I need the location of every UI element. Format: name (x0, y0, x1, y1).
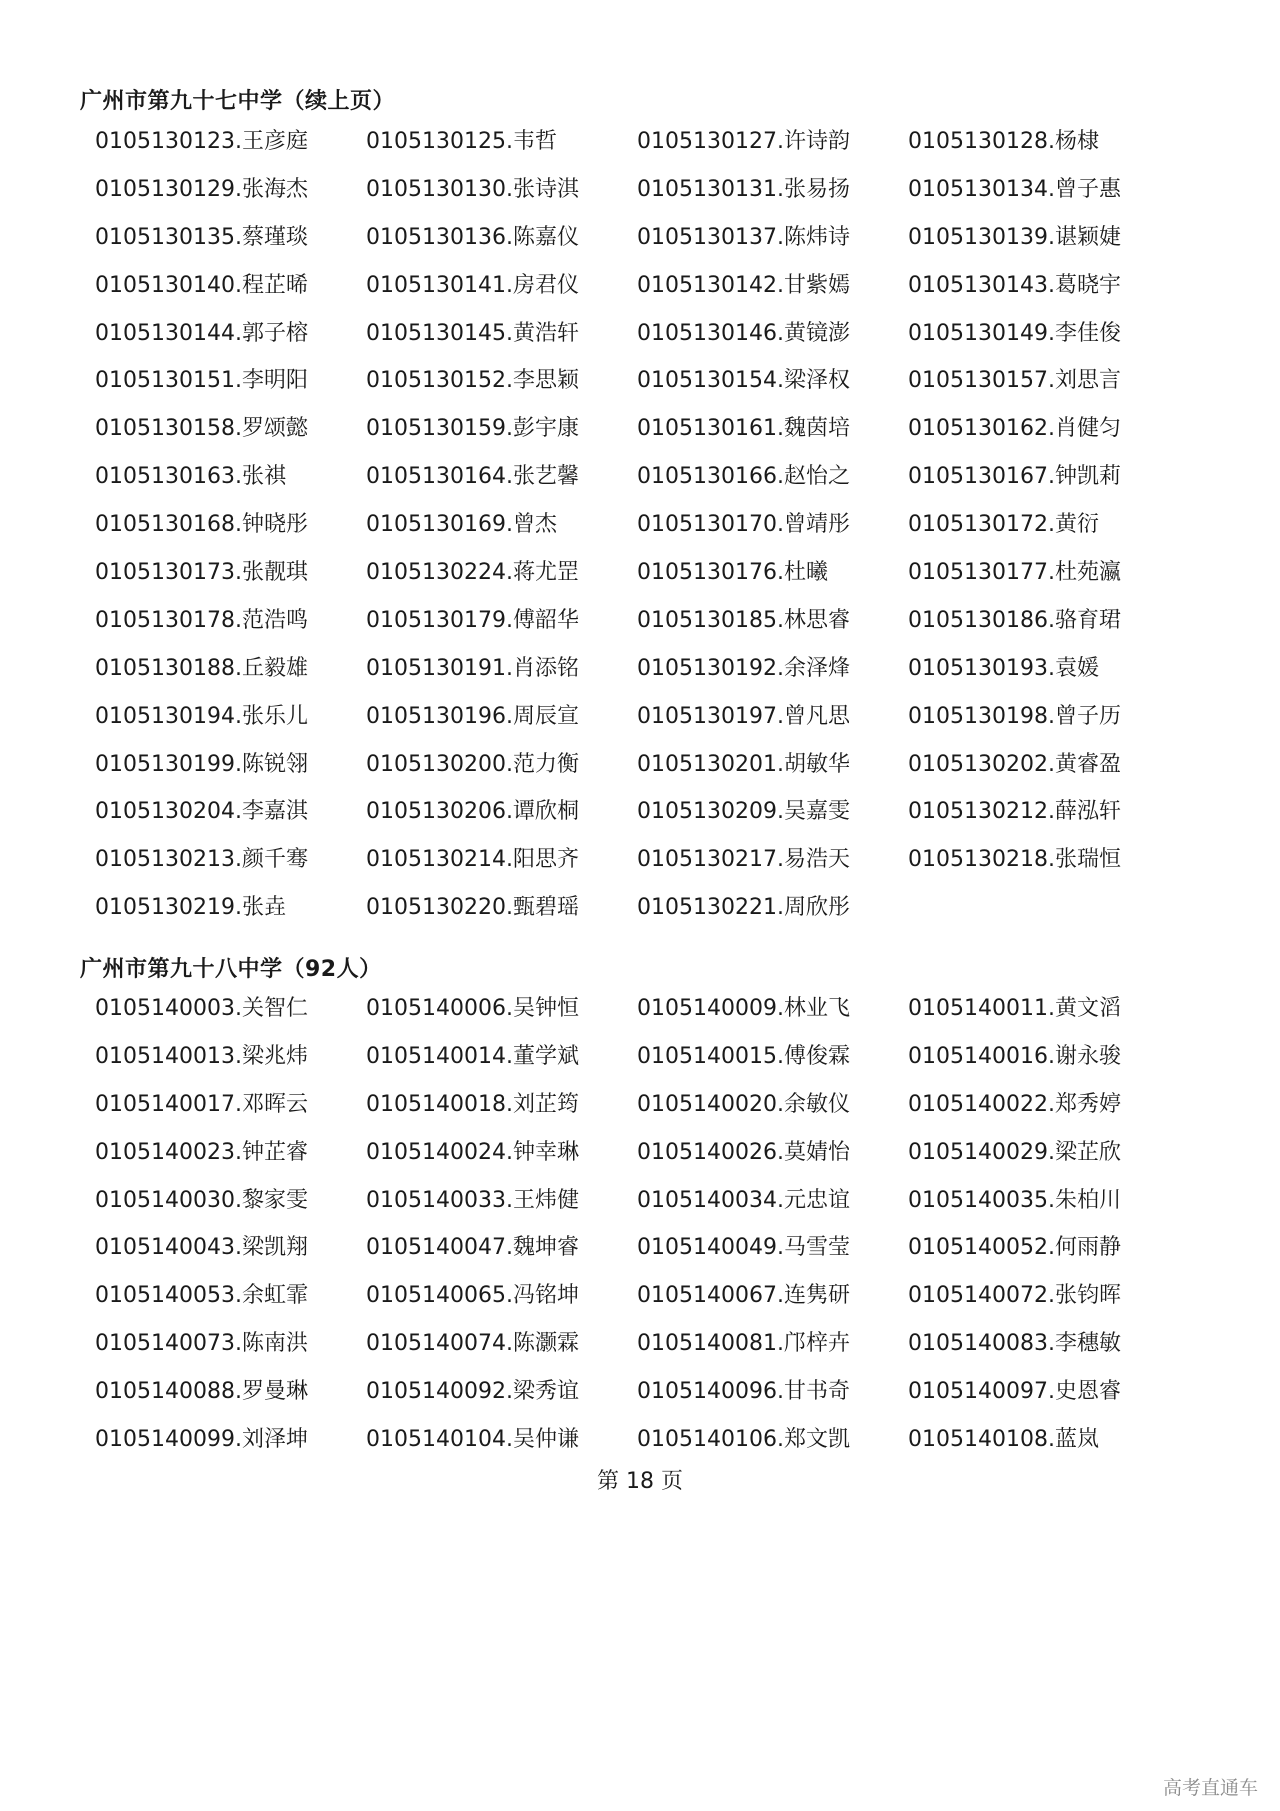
student-entry: 0105140029.梁芷欣 (908, 1139, 1121, 1165)
student-entry: 0105130154.梁泽权 (637, 368, 850, 394)
page-number: 第 18 页 (597, 1469, 683, 1494)
student-entry: 0105130151.李明阳 (95, 368, 308, 394)
student-entry: 0105140022.郑秀婷 (908, 1091, 1121, 1117)
student-entry: 0105130198.曾子历 (908, 703, 1121, 729)
student-entry: 0105140035.朱柏川 (908, 1187, 1121, 1213)
student-entry: 0105130199.陈锐翎 (95, 751, 308, 777)
student-entry: 0105130168.钟晓彤 (95, 512, 308, 538)
student-entry: 0105130134.曾子惠 (908, 176, 1121, 202)
section-title-school-97: 广州市第九十七中学（续上页） (80, 89, 396, 114)
student-entry: 0105140072.张钧晖 (908, 1283, 1121, 1309)
student-entry: 0105130127.许诗韵 (637, 129, 850, 154)
student-entry: 0105140073.陈南洪 (95, 1331, 308, 1357)
student-entry: 0105130197.曾凡思 (637, 703, 850, 729)
student-entry: 0105130169.曾杰 (366, 512, 557, 538)
student-entry: 0105130142.甘紫嫣 (637, 272, 850, 298)
student-entry: 0105130196.周辰宣 (366, 703, 579, 729)
student-entry: 0105140016.谢永骏 (908, 1043, 1121, 1069)
student-entry: 0105130131.张易扬 (637, 176, 850, 202)
student-entry: 0105140067.连隽研 (637, 1283, 850, 1309)
student-entry: 0105140108.蓝岚 (908, 1427, 1099, 1453)
student-entry: 0105140052.何雨静 (908, 1235, 1121, 1261)
student-entry: 0105130206.谭欣桐 (366, 799, 579, 825)
student-entry: 0105130164.张艺馨 (366, 464, 579, 490)
student-entry: 0105140011.黄文滔 (908, 996, 1121, 1021)
student-entry: 0105130136.陈嘉仪 (366, 224, 579, 250)
student-entry: 0105140030.黎家雯 (95, 1187, 308, 1213)
student-entry: 0105130170.曾靖彤 (637, 512, 850, 538)
student-entry: 0105130217.易浩天 (637, 847, 850, 873)
student-entry: 0105140033.王炜健 (366, 1187, 579, 1213)
student-entry: 0105140023.钟芷睿 (95, 1139, 308, 1165)
student-entry: 0105130186.骆育珺 (908, 607, 1121, 633)
student-entry: 0105140092.梁秀谊 (366, 1379, 579, 1405)
student-entry: 0105140034.元忠谊 (637, 1187, 850, 1213)
student-entry: 0105130140.程芷晞 (95, 272, 308, 298)
student-entry: 0105130159.彭宇康 (366, 416, 579, 442)
student-entry: 0105130191.肖添铭 (366, 655, 579, 681)
student-entry: 0105130200.范力衡 (366, 751, 579, 777)
student-entry: 0105130158.罗颂懿 (95, 416, 308, 442)
student-entry: 0105130209.吴嘉雯 (637, 799, 850, 825)
student-entry: 0105130130.张诗淇 (366, 176, 579, 202)
student-entry: 0105130212.薛泓轩 (908, 799, 1121, 825)
student-entry: 0105130128.杨棣 (908, 129, 1099, 154)
student-entry: 0105130194.张乐儿 (95, 703, 308, 729)
student-entry: 0105130166.赵怡之 (637, 464, 850, 490)
student-entry: 0105130219.张垚 (95, 895, 286, 921)
watermark: 高考直通车 (1162, 1777, 1258, 1799)
student-entry: 0105130162.肖健匀 (908, 416, 1121, 442)
student-entry: 0105140097.史恩睿 (908, 1379, 1121, 1405)
student-entry: 0105140104.吴仲谦 (366, 1427, 579, 1453)
student-entry: 0105130145.黄浩轩 (366, 320, 579, 346)
student-entry: 0105130192.余泽烽 (637, 655, 850, 681)
student-entry: 0105130213.颜千骞 (95, 847, 308, 873)
student-entry: 0105130129.张海杰 (95, 176, 308, 202)
student-entry: 0105130224.蒋尤罡 (366, 560, 579, 586)
student-entry: 0105140018.刘芷筠 (366, 1091, 579, 1117)
student-entry: 0105140017.邓晖云 (95, 1091, 308, 1117)
student-entry: 0105140043.梁凯翔 (95, 1235, 308, 1261)
student-entry: 0105130220.甄碧瑶 (366, 895, 579, 921)
student-entry: 0105130157.刘思言 (908, 368, 1121, 394)
student-entry: 0105130193.袁媛 (908, 655, 1099, 681)
student-entry: 0105140024.钟幸琳 (366, 1139, 579, 1165)
student-entry: 0105130137.陈炜诗 (637, 224, 850, 250)
student-entry: 0105130172.黄衍 (908, 512, 1099, 538)
student-entry: 0105140015.傅俊霖 (637, 1043, 850, 1069)
student-entry: 0105130201.胡敏华 (637, 751, 850, 777)
student-entry: 0105140074.陈灏霖 (366, 1331, 579, 1357)
student-entry: 0105140088.罗曼琳 (95, 1379, 308, 1405)
student-entry: 0105140099.刘泽坤 (95, 1427, 308, 1453)
student-entry: 0105130185.林思睿 (637, 607, 850, 633)
student-entry: 0105140009.林业飞 (637, 996, 850, 1021)
student-entry: 0105140053.余虹霏 (95, 1283, 308, 1309)
student-entry: 0105140013.梁兆炜 (95, 1043, 308, 1069)
student-entry: 0105140081.邝梓卉 (637, 1331, 850, 1357)
student-entry: 0105130177.杜苑瀛 (908, 560, 1121, 586)
student-entry: 0105130123.王彦庭 (95, 129, 308, 154)
student-entry: 0105140020.余敏仪 (637, 1091, 850, 1117)
student-entry: 0105140083.李穗敏 (908, 1331, 1121, 1357)
section-title-school-98: 广州市第九十八中学（92人） (80, 957, 382, 982)
student-entry: 0105140106.郑文凯 (637, 1427, 850, 1453)
student-entry: 0105130167.钟凯莉 (908, 464, 1121, 490)
student-entry: 0105130214.阳思齐 (366, 847, 579, 873)
student-entry: 0105130202.黄睿盈 (908, 751, 1121, 777)
student-entry: 0105130176.杜曦 (637, 560, 828, 586)
student-entry: 0105130218.张瑞恒 (908, 847, 1121, 873)
student-entry: 0105130125.韦哲 (366, 129, 557, 154)
student-entry: 0105130163.张祺 (95, 464, 286, 490)
student-entry: 0105130144.郭子榕 (95, 320, 308, 346)
student-list-school-97 (95, 118, 1195, 932)
student-entry: 0105130141.房君仪 (366, 272, 579, 298)
student-entry: 0105130178.范浩鸣 (95, 607, 308, 633)
student-entry: 0105130204.李嘉淇 (95, 799, 308, 825)
student-entry: 0105140065.冯铭坤 (366, 1283, 579, 1309)
student-entry: 0105140026.莫婧怡 (637, 1139, 850, 1165)
student-entry: 0105130152.李思颖 (366, 368, 579, 394)
student-entry: 0105140006.吴钟恒 (366, 996, 579, 1021)
student-entry: 0105130143.葛晓宇 (908, 272, 1121, 298)
student-entry: 0105140014.董学斌 (366, 1043, 579, 1069)
student-list-school-98 (95, 985, 1195, 1464)
student-entry: 0105140096.甘书奇 (637, 1379, 850, 1405)
student-entry: 0105130221.周欣彤 (637, 895, 850, 921)
student-entry: 0105140003.关智仁 (95, 996, 308, 1021)
student-entry: 0105140047.魏坤睿 (366, 1235, 579, 1261)
student-entry: 0105130173.张靓琪 (95, 560, 308, 586)
student-entry: 0105140049.马雪莹 (637, 1235, 850, 1261)
student-entry: 0105130179.傅韶华 (366, 607, 579, 633)
student-entry: 0105130146.黄镜澎 (637, 320, 850, 346)
student-entry: 0105130161.魏茵培 (637, 416, 850, 442)
student-entry: 0105130149.李佳俊 (908, 320, 1121, 346)
student-entry: 0105130139.谌颖婕 (908, 224, 1121, 250)
student-entry: 0105130135.蔡瑾琰 (95, 224, 308, 250)
student-entry: 0105130188.丘毅雄 (95, 655, 308, 681)
